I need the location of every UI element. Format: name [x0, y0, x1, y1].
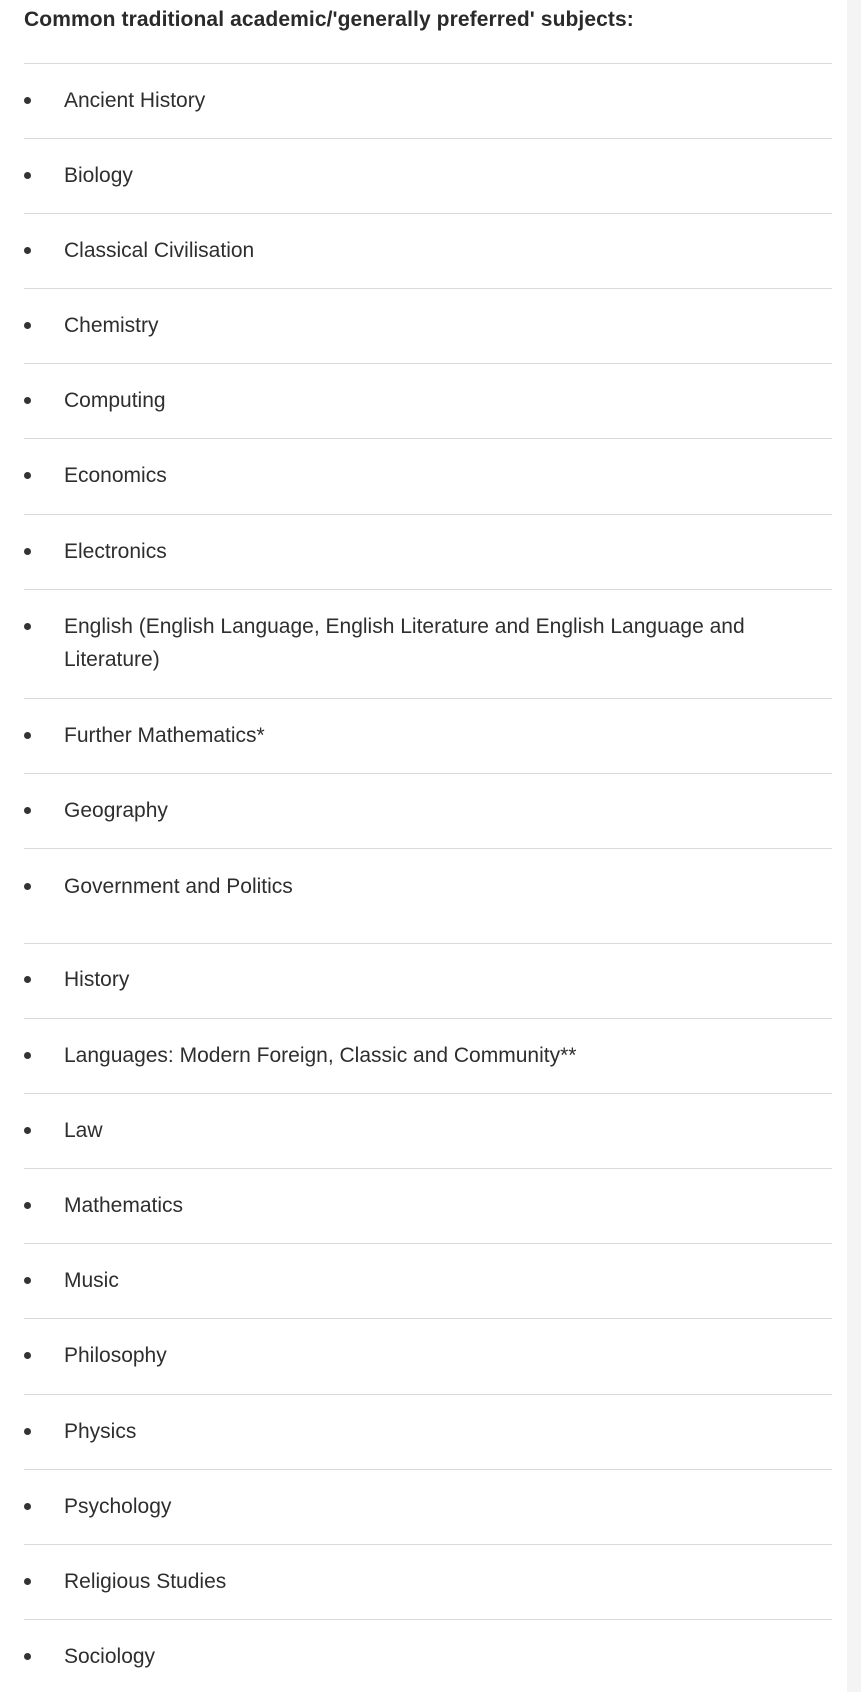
bullet-icon: [24, 1202, 31, 1209]
bullet-icon: [24, 172, 31, 179]
list-item: [0, 288, 861, 363]
list-item: [0, 514, 861, 589]
divider: [24, 1544, 832, 1545]
list-item: [0, 943, 861, 1018]
divider: [24, 1318, 832, 1319]
subject-label: Biology: [64, 164, 133, 187]
bullet-icon: [24, 97, 31, 104]
subject-label: English (English Language, English Literature and English Language and Literature): [64, 615, 745, 671]
divider: [24, 943, 832, 944]
list-item: [0, 438, 861, 514]
subject-label: Economics: [64, 464, 167, 487]
list-item: [0, 589, 861, 698]
bullet-icon: [24, 397, 31, 404]
subject-label: Religious Studies: [64, 1570, 227, 1593]
list-item: [0, 1469, 861, 1544]
subject-label: Mathematics: [64, 1194, 184, 1217]
divider: [24, 773, 832, 774]
subject-label: Classical Civilisation: [64, 239, 255, 262]
subject-label: Psychology: [64, 1495, 172, 1518]
bullet-icon: [24, 1578, 31, 1585]
list-item: [0, 1243, 861, 1318]
divider: [24, 1619, 832, 1620]
divider: [24, 1243, 832, 1244]
list-item: [0, 773, 861, 848]
bullet-icon: [24, 1503, 31, 1510]
bullet-icon: [24, 1052, 31, 1059]
bullet-icon: [24, 732, 31, 739]
page-edge: [847, 0, 861, 1692]
divider: [24, 1018, 832, 1019]
list-item: [0, 1544, 861, 1619]
divider: [24, 288, 832, 289]
divider: [24, 698, 832, 699]
list-item: [0, 63, 861, 138]
list-item: [0, 698, 861, 773]
list-item: [0, 1394, 861, 1469]
subject-label: Sociology: [64, 1645, 156, 1668]
divider: [24, 363, 832, 364]
divider: [24, 213, 832, 214]
divider: [24, 138, 832, 139]
subject-label: Law: [64, 1119, 103, 1142]
subject-label: Geography: [64, 799, 168, 822]
subject-label: Chemistry: [64, 314, 159, 337]
list-item: [0, 848, 861, 943]
subject-label: Ancient History: [64, 89, 206, 112]
list-item: [0, 1018, 861, 1093]
bullet-icon: [24, 472, 31, 479]
divider: [24, 1168, 832, 1169]
subject-label: Languages: Modern Foreign, Classic and Community**: [64, 1044, 577, 1067]
bullet-icon: [24, 548, 31, 555]
divider: [24, 1469, 832, 1470]
bullet-icon: [24, 976, 31, 983]
list-item: [0, 363, 861, 438]
list-item: [0, 213, 861, 288]
bullet-icon: [24, 1352, 31, 1359]
subject-label: Physics: [64, 1420, 137, 1443]
bullet-icon: [24, 623, 31, 630]
divider: [24, 438, 832, 439]
subject-label: Music: [64, 1269, 119, 1292]
bullet-icon: [24, 322, 31, 329]
bullet-icon: [24, 1428, 31, 1435]
list-item: [0, 1093, 861, 1168]
subject-label: History: [64, 968, 130, 991]
subject-label: Further Mathematics*: [64, 724, 265, 747]
bullet-icon: [24, 1277, 31, 1284]
divider: [24, 589, 832, 590]
bullet-icon: [24, 1127, 31, 1134]
bullet-icon: [24, 807, 31, 814]
list-heading: Common traditional academic/'generally preferred' subjects:: [24, 8, 634, 31]
subject-label: Computing: [64, 389, 166, 412]
divider: [24, 514, 832, 515]
list-item: [0, 1318, 861, 1394]
list-item: [0, 1619, 861, 1692]
bullet-icon: [24, 247, 31, 254]
bullet-icon: [24, 1653, 31, 1660]
divider: [24, 848, 832, 849]
subject-label: Government and Politics: [64, 875, 293, 898]
subject-label: Philosophy: [64, 1344, 167, 1367]
list-item: [0, 1168, 861, 1243]
list-item: [0, 138, 861, 213]
bullet-icon: [24, 883, 31, 890]
subject-label: Electronics: [64, 540, 167, 563]
divider: [24, 1093, 832, 1094]
divider: [24, 1394, 832, 1395]
